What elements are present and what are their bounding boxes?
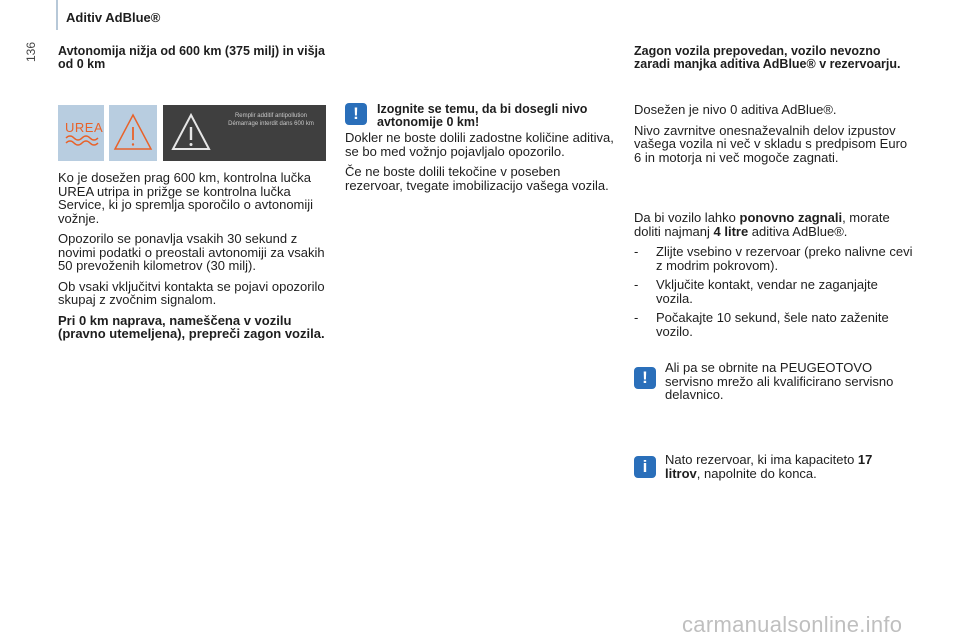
paragraph: Opozorilo se ponavlja vsakih 30 sekund z novimi podatki o preostali avtonomiji za vsakih 50 prevoženih kilometrov (30 milj). [58,231,325,273]
instrument-display-message-image [163,105,326,161]
refill-steps-list [634,245,914,338]
display-warning-triangle-icon [167,105,217,161]
col3-refill-instructions [634,211,914,344]
col2-body [345,131,617,199]
warning-badge-icon: ! [345,103,367,125]
list-item-text: Počakajte 10 sekund, šele nato zaženite vozilo. [656,310,889,339]
text-run: , napolnite do konca. [696,465,817,481]
list-dash: - [634,277,639,292]
text-run-bold: 4 litre [713,223,749,239]
list-dash: - [634,310,639,325]
text-run-bold: 17 litrov [665,452,873,481]
section-heading-start-prohibited: Zagon vozila prepovedan, vozilo nevozno zaradi manjka aditiva AdBlue® v rezervoarju. [634,44,901,71]
list-item-text: Zlijte vsebino v rezervoar (preko nalivne cevi z modrim pokrovom). [656,244,913,273]
list-dash: - [634,244,639,259]
warning-badge-icon: ! [634,367,656,389]
paragraph: Ob vsaki vključitvi kontakta se pojavi opozorilo skupaj z zvočnim signalom. [58,278,325,307]
urea-warning-lamp-image [58,105,104,161]
urea-label: UREA [65,120,104,135]
text-run: aditiva AdBlue®. [748,223,848,239]
section-heading-low-range: Avtonomija nižja od 600 km (375 milj) in višja od 0 km [58,44,325,71]
info-badge-icon: i [634,456,656,478]
note-dealer: Ali pa se obrnite na PEUGEOTOVO servisno mrežo ali kvalificirano servisno delavnico. [665,360,894,402]
section-heading-avoid-zero: Izognite se temu, da bi dosegli nivo avtonomije 0 km! [377,102,588,129]
note-tank-capacity [665,453,910,480]
paragraph: Ko je dosežen prag 600 km, kontrolna lučka UREA utripa in prižge se kontrolna lučka Service, ki jo spremlja sporočilo o avtonomiji vožnje. [58,170,314,226]
watermark: carmanualsonline.info [682,612,903,637]
text-run-bold: ponovno zagnali [739,210,843,225]
col1-body [58,171,328,348]
list-item [634,278,914,305]
col3-body-top [634,103,914,171]
list-item [634,245,914,272]
paragraph: Če ne boste dolili tekočine v poseben rezervoar, tvegate imobilizacijo vašega vozila. [345,164,609,193]
text-run: Da bi vozilo lahko [634,210,740,225]
service-warning-lamp-image [109,105,157,161]
page-number: 136 [24,41,38,62]
list-item [634,311,914,338]
list-item-text: Vključite kontakt, vendar ne zaganjajte vozila. [656,277,878,306]
paragraph-refill [634,211,914,238]
text-run: , morate doliti najmanj [634,210,890,239]
warning-triangle-icon [109,105,157,161]
paragraph: Dokler ne boste dolili zadostne količine aditiva, se bo med vožnjo pojavljalo opozorilo. [345,130,614,159]
text-run: Nato rezervoar, ki ima kapaciteto [665,452,858,467]
paragraph: Nivo zavrnitve onesnaževalnih delov izpustov vašega vozila ni več v skladu s predpisom Euro 6 in motorja ni več mogoče zagnati. [634,122,908,165]
display-message-text: Remplir additif antipollution Démarrage interdit dans 600 km [228,113,314,127]
urea-wave-icon [58,105,104,161]
header-accent-bar [56,0,58,30]
paragraph: Dosežen je nivo 0 aditiva AdBlue®. [634,102,837,117]
page-title: Aditiv AdBlue® [66,10,161,25]
paragraph-emphasis: Pri 0 km naprava, nameščena v vozilu (pravno utemeljena), prepreči zagon vozila. [58,312,325,341]
